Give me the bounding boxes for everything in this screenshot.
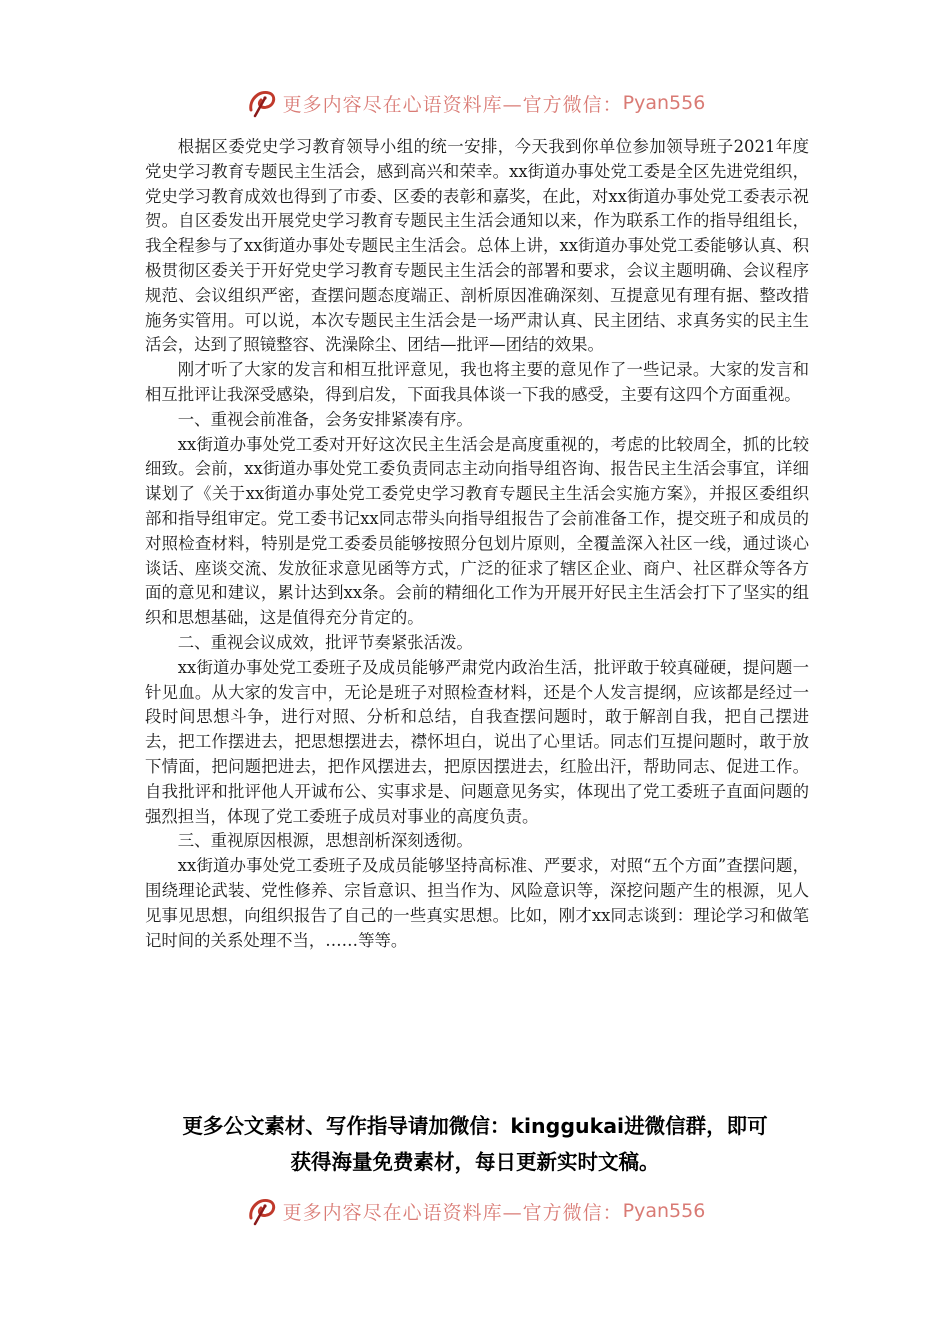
footer-banner — [0, 1191, 950, 1231]
paragraph: xx街道办事处党工委班子及成员能够坚持高标准、严要求，对照“五个方面”查摆问题，围绕理论武装、党性修养、宗旨意识、担当作为、风险意识等，深挖问题产生的根源，见人见事见思想，向组织报告了自己的一些真实思想。比如，刚才xx同志谈到：理论学习和做笔记时间的关系处理不当，……等等。 — [145, 856, 809, 950]
section-heading: 二、重视会议成效，批评节奏紧张活泼。 — [177, 632, 473, 652]
paragraph: xx街道办事处党工委对开好这次民主生活会是高度重视的，考虑的比较周全，抓的比较细致。会前，xx街道办事处党工委负责同志主动向指导组咨询、报告民主生活会事宜，详细谋划了《关于xx街道办事处党工委党史学习教育专题民主生活会实施方案》，并报区委组织部和指导组审定。党工委书记xx同志带头向指导组报告了会前准备工作，提交班子和成员的对照检查材料，特别是党工委委员能够按照分包划片原则，全覆盖深入社区一线，通过谈心谈话、座谈交流、发放征求意见函等方式，广泛的征求了辖区企业、商户、社区群众等各方面的意见和建议，累计达到xx条。会前的精细化工作为开展开好民主生活会打下了坚实的组织和思想基础，这是值得充分肯定的。 — [145, 434, 809, 628]
banner-slogan: 更多内容尽在心语资料库—官方微信： — [282, 93, 623, 116]
brush-swirl-icon — [245, 86, 279, 120]
promo-notice — [100, 1108, 850, 1180]
brush-swirl-icon — [245, 1194, 279, 1228]
paragraph: 根据区委党史学习教育领导小组的统一安排，今天我到你单位参加领导班子2021年度党史学习教育专题民主生活会，感到高兴和荣幸。xx街道办事处党工委是全区先进党组织，党史学习教育成效也得到了市委、区委的表彰和嘉奖，在此，对xx街道办事处党工委表示祝贺。自区委发出开展党史学习教育专题民主生活会通知以来，作为联系工作的指导组组长，我全程参与了xx街道办事处专题民主生活会。总体上讲，xx街道办事处党工委能够认真、积极贯彻区委关于开好党史学习教育专题民主生活会的部署和要求，会议主题明确、会议程序规范、会议组织严密，查摆问题态度端正、剖析原因准确深刻、互提意见有理有据、整改措施务实管用。可以说，本次专题民主生活会是一场严肃认真、民主团结、求真务实的民主生活会，达到了照镜整容、洗澡除尘、团结—批评—团结的效果。 — [145, 137, 809, 355]
promo-line: 更多公文素材、写作指导请加微信：kinggukai进微信群，即可 — [182, 1114, 768, 1138]
paragraph: 刚才听了大家的发言和相互批评意见，我也将主要的意见作了一些记录。大家的发言和相互批评让我深受感染，得到启发，下面我具体谈一下我的感受，主要有这四个方面重视。 — [145, 360, 809, 404]
section-heading: 一、重视会前准备，会务安排紧凑有序。 — [177, 409, 473, 429]
promo-line: 获得海量免费素材，每日更新实时文稿。 — [290, 1150, 660, 1174]
paragraph: xx街道办事处党工委班子及成员能够严肃党内政治生活，批评敢于较真碰硬，提问题一针见血。从大家的发言中，无论是班子对照检查材料，还是个人发言提纲，应该都是经过一段时间思想斗争，进行对照、分析和总结，自我查摆问题时，敢于解剖自我，把自己摆进去，把工作摆进去，把思想摆进去，襟怀坦白，说出了心里话。同志们互提问题时，敢于放下情面，把问题把进去，把作风摆进去，把原因摆进去，红脸出汗，帮助同志、促进工作。自我批评和批评他人开诚布公、实事求是、问题意见务实，体现出了党工委班子直面问题的强烈担当，体现了党工委班子成员对事业的高度负责。 — [145, 657, 809, 826]
document-body — [145, 135, 809, 953]
banner-account: Pyan556 — [622, 1200, 706, 1222]
header-banner — [0, 83, 950, 123]
section-heading: 三、重视原因根源，思想剖析深刻透彻。 — [177, 831, 473, 851]
banner-account: Pyan556 — [622, 92, 706, 114]
banner-slogan: 更多内容尽在心语资料库—官方微信： — [282, 1201, 623, 1224]
